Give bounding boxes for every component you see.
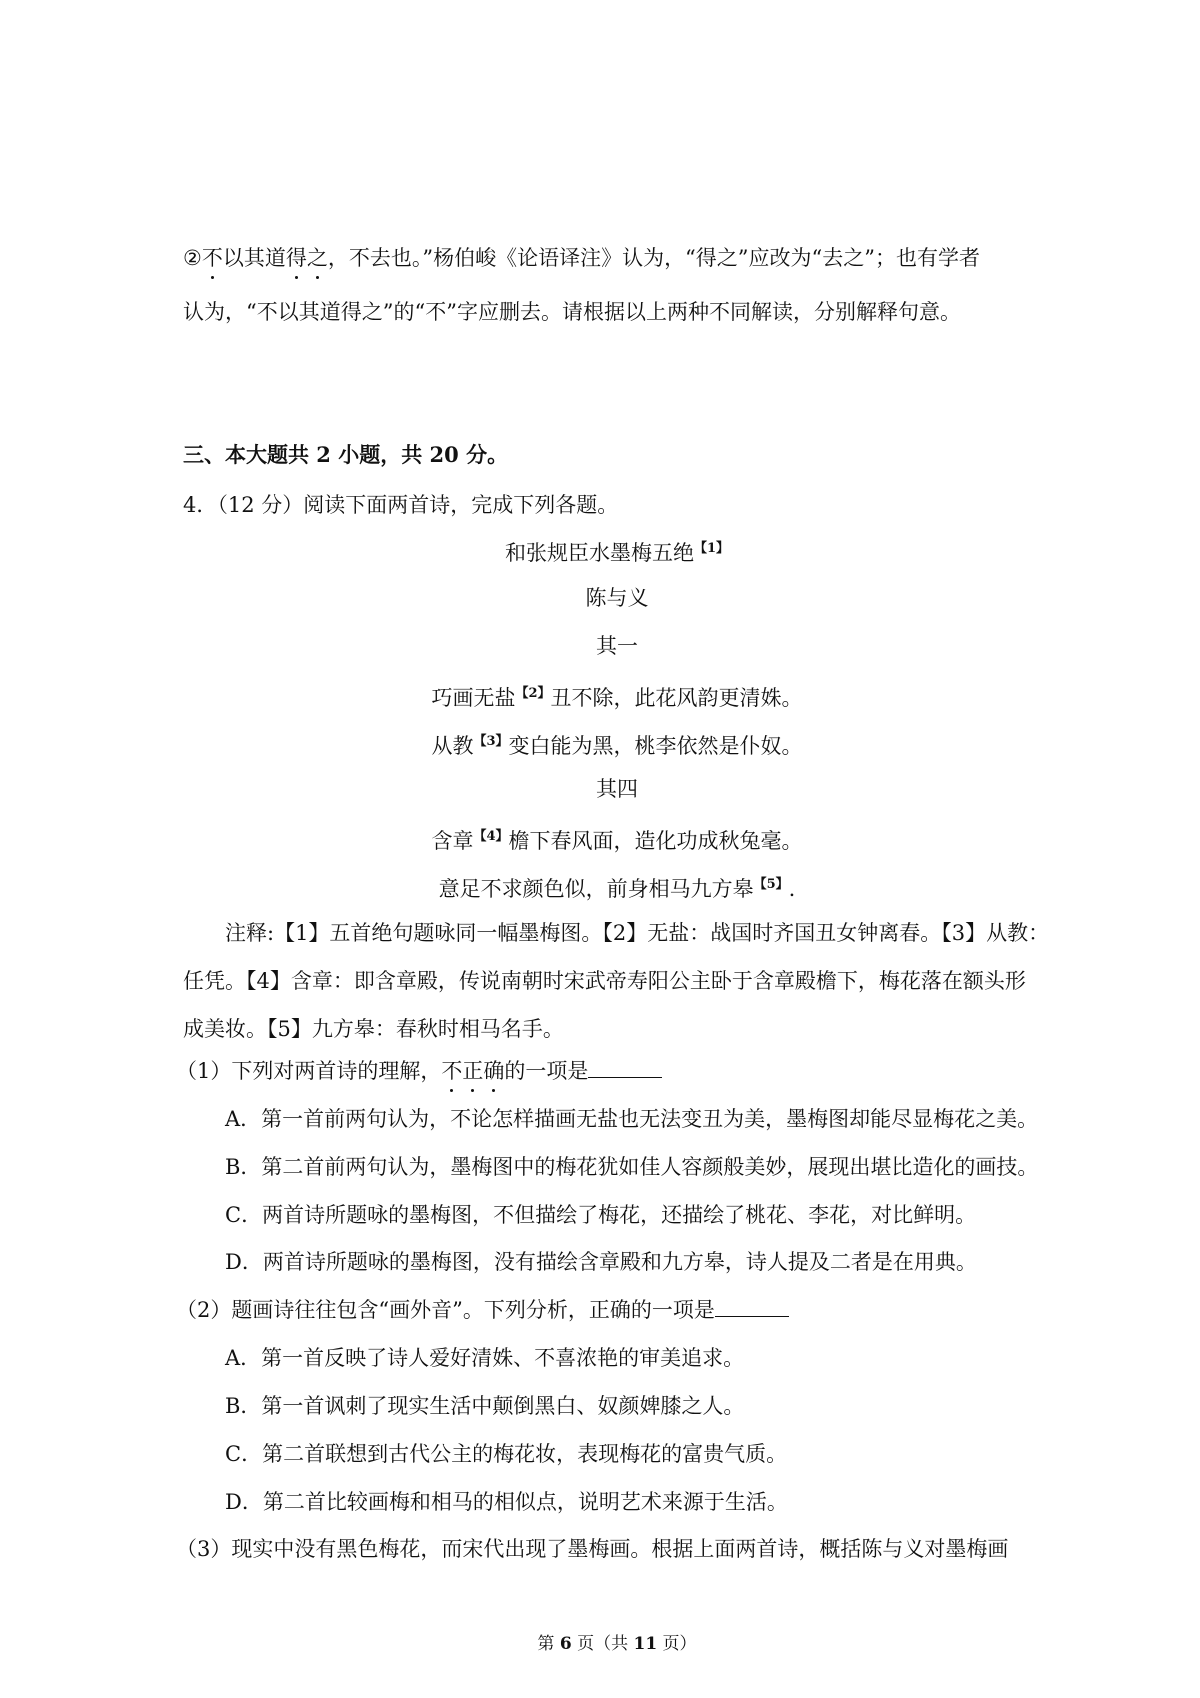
poem-title-text: 和张规臣水墨梅五绝 [504, 541, 694, 565]
poem-text: 意足不求颜色似，前身相马九方皋 [438, 877, 754, 901]
footnote-marker: 【4】 [473, 829, 509, 844]
sub2-option-d: D．第二首比较画梅和相马的相似点，说明艺术来源于生活。 [225, 1490, 788, 1514]
notes-line-3: 成美妆。【5】九方皋：春秋时相马名手。 [183, 1017, 564, 1041]
dotted-char: 得 [285, 246, 307, 270]
dotted-char: 正 [462, 1059, 484, 1083]
poem-title [0, 535, 1200, 567]
poem-part-label-1: 其一 [596, 634, 638, 658]
q3-text: 以其道 [222, 246, 286, 270]
dotted-char: 不 [201, 246, 223, 270]
dotted-char: 之 [306, 246, 328, 270]
dotted-char: 不 [441, 1059, 463, 1083]
poem-text: 含章 [431, 829, 474, 853]
q3-line-2: 认为，“不以其道得之”的“不”字应删去。请根据以上两种不同解读，分别解释句意。 [183, 300, 961, 324]
poem-text: 丑不除，此花风韵更清姝。 [550, 686, 803, 710]
q3-line-1 [183, 244, 980, 272]
poem-author: 陈与义 [585, 586, 649, 610]
footer-text: 第 [537, 1634, 560, 1654]
poem-text: 从教 [431, 734, 474, 758]
q4-stem: 4．（12 分）阅读下面两首诗，完成下列各题。 [183, 493, 619, 517]
footer-text: 页） [657, 1634, 697, 1654]
sub1-option-b: B．第二首前两句认为，墨梅图中的梅花犹如佳人容颜般美妙，展现出堪比造化的画技。 [225, 1155, 1039, 1179]
sub1-text: 的一项是 [504, 1059, 589, 1083]
poem-line [0, 823, 1200, 855]
poem-line [0, 728, 1200, 760]
page-footer [0, 1633, 1200, 1655]
sub1-option-c: C．两首诗所题咏的墨梅图，不但描绘了梅花，还描绘了桃花、李花，对比鲜明。 [225, 1203, 977, 1227]
page-total: 11 [633, 1634, 658, 1654]
answer-blank[interactable] [588, 1059, 662, 1078]
section-heading: 三、本大题共 2 小题，共 20 分。 [183, 442, 509, 467]
sub2-text: （2）题画诗往往包含“画外音”。下列分析，正确的一项是 [176, 1298, 715, 1322]
sub1-option-d: D．两首诗所题咏的墨梅图，没有描绘含章殿和九方皋，诗人提及二者是在用典。 [225, 1250, 977, 1274]
sub2-option-b: B．第一首讽刺了现实生活中颠倒黑白、奴颜婢膝之人。 [225, 1394, 745, 1418]
circled-number: ② [183, 246, 202, 270]
notes-line-1: 注释:【1】五首绝句题咏同一幅墨梅图。【2】无盐：战国时齐国丑女钟离春。【3】从教： [225, 921, 1050, 945]
answer-blank[interactable] [715, 1298, 789, 1317]
q3-text: ，不去也。”杨伯峻《论语译注》认为，“得之”应改为“去之”；也有学者 [327, 246, 981, 270]
notes-line-2: 任凭。【4】含章：即含章殿，传说南朝时宋武帝寿阳公主卧于含章殿檐下，梅花落在额头形 [183, 969, 1026, 993]
poem-text: 檐下春风面，造化功成秋兔毫。 [508, 829, 803, 853]
footer-text: 页（共 [571, 1634, 634, 1654]
footnote-marker: 【1】 [693, 541, 730, 556]
sub3-stem: （3）现实中没有黑色梅花，而宋代出现了墨梅画。根据上面两首诗，概括陈与义对墨梅画 [176, 1537, 1009, 1561]
footnote-marker: 【5】 [753, 877, 789, 892]
sub1-option-a: A．第一首前两句认为，不论怎样描画无盐也无法变丑为美，墨梅图却能尽显梅花之美。 [225, 1107, 1039, 1131]
dotted-char: 确 [483, 1059, 505, 1083]
footnote-marker: 【2】 [515, 686, 551, 701]
sub1-stem [176, 1057, 662, 1085]
sub2-stem [176, 1296, 789, 1324]
page-number: 6 [559, 1634, 572, 1654]
poem-text: . [788, 877, 796, 901]
poem-part-label-2: 其四 [596, 777, 638, 801]
sub2-option-a: A．第一首反映了诗人爱好清姝、不喜浓艳的审美追求。 [225, 1346, 745, 1370]
poem-line [0, 680, 1200, 712]
footnote-marker: 【3】 [473, 734, 509, 749]
sub1-text: （1）下列对两首诗的理解， [176, 1059, 442, 1083]
poem-line [0, 871, 1200, 903]
poem-text: 变白能为黑，桃李依然是仆奴。 [508, 734, 803, 758]
poem-text: 巧画无盐 [431, 686, 516, 710]
sub2-option-c: C．第二首联想到古代公主的梅花妆，表现梅花的富贵气质。 [225, 1442, 788, 1466]
